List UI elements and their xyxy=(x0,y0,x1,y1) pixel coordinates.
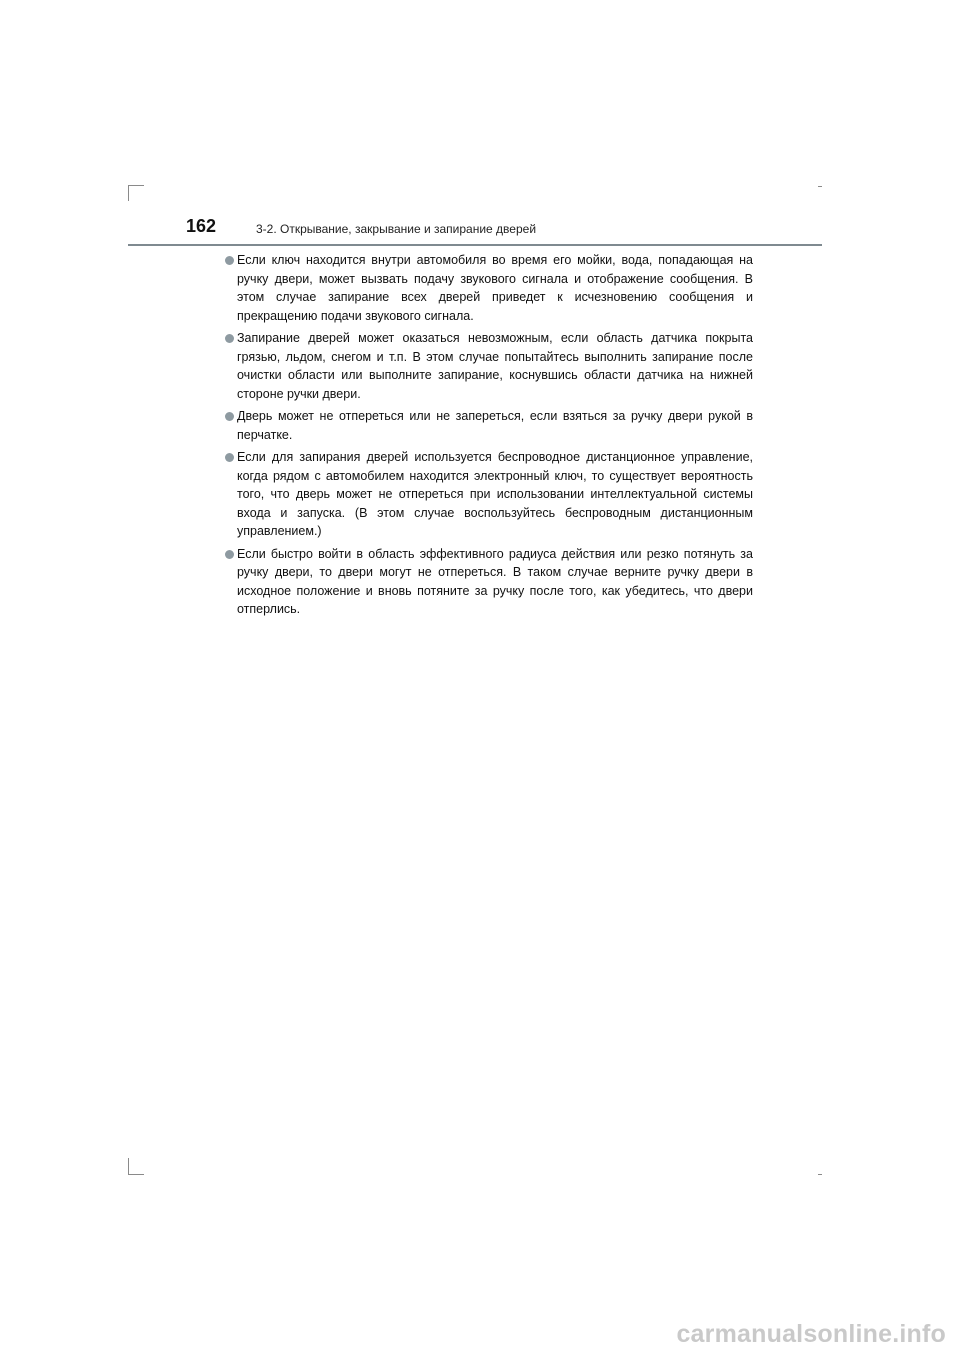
list-item-text: Дверь может не отпереться или не запереться, если взяться за ручку двери рукой в перчатке. xyxy=(237,409,753,442)
list-item xyxy=(222,545,753,619)
list-item xyxy=(222,251,753,325)
page-number: 162 xyxy=(186,216,217,236)
crop-mark-top-left xyxy=(128,185,129,201)
list-item-text: Если ключ находится внутри автомобиля во время его мойки, вода, попадающая на ручку двери, может вызвать подачу звукового сигнала и отображение сообщения. В этом случае запирание всех дверей приведет к исчезновению сообщения и прекращению подачи звукового сигнала. xyxy=(237,253,753,323)
crop-mark-bottom-left xyxy=(128,1174,144,1175)
list-item xyxy=(222,407,753,444)
watermark: carmanualsonline.info xyxy=(676,1320,946,1348)
bullet-icon xyxy=(225,334,234,343)
bullet-icon xyxy=(225,550,234,559)
bullet-icon xyxy=(225,412,234,421)
crop-mark-top-left xyxy=(128,185,144,186)
section-title: 3-2. Открывание, закрывание и запирание дверей xyxy=(256,222,537,236)
page-header xyxy=(128,214,822,248)
list-item-text: Если для запирания дверей используется беспроводное дистанционное управление, когда рядом с автомобилем находится электронный ключ, то существует вероятность того, что дверь может не отпереться при использовании интеллектуальной системы входа и запуска. (В этом случае воспользуйтесь беспроводным дистанционным управлением.) xyxy=(237,450,753,538)
bullet-list xyxy=(222,251,753,623)
list-item xyxy=(222,329,753,403)
crop-mark-top-right xyxy=(818,186,822,187)
list-item-text: Если быстро войти в область эффективного радиуса действия или резко потянуть за ручку двери, то двери могут не отпереться. В таком случае верните ручку двери в исходное положение и вновь потяните за ручку после того, как убедитесь, что двери отперлись. xyxy=(237,546,753,616)
bullet-icon xyxy=(225,256,234,265)
list-item-text: Запирание дверей может оказаться невозможным, если область датчика покрыта грязью, льдом, снегом и т.п. В этом случае попытайтесь выполнить запирание после очистки области или выполните запирание, коснувшись области датчика на нижней стороне ручки двери. xyxy=(237,331,753,401)
list-item xyxy=(222,448,753,541)
bullet-icon xyxy=(225,453,234,462)
crop-mark-bottom-right xyxy=(818,1174,822,1175)
header-divider xyxy=(128,244,822,246)
crop-mark-bottom-left xyxy=(128,1158,129,1174)
